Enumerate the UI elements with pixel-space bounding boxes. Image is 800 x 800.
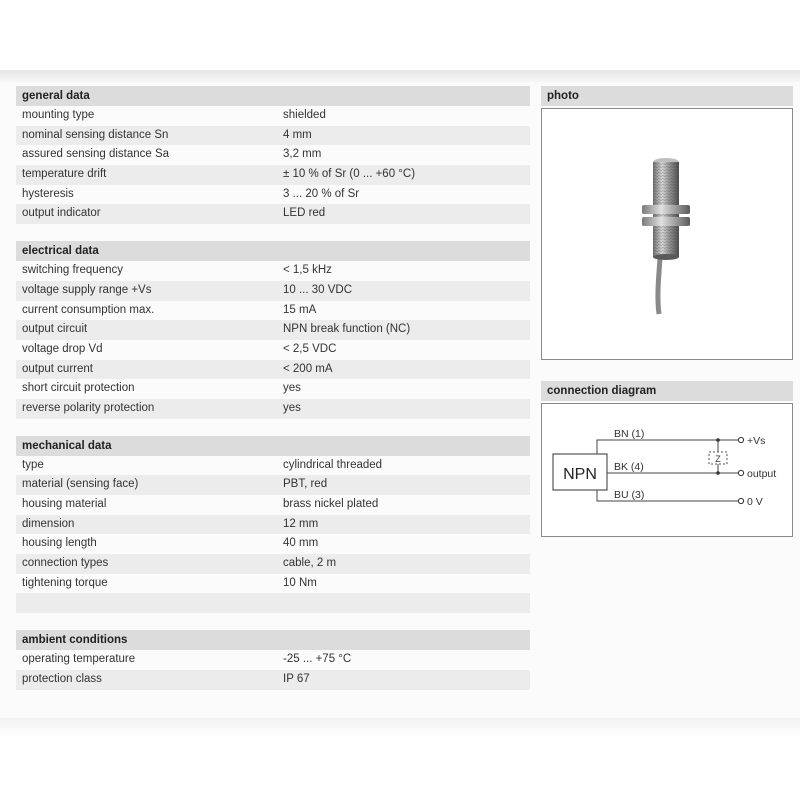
spec-value: 3 ... 20 % of Sr — [283, 187, 360, 200]
spec-value: yes — [283, 401, 301, 414]
spec-row — [16, 340, 530, 360]
spec-value: 10 ... 30 VDC — [283, 283, 353, 296]
spec-row — [16, 261, 530, 281]
section-mechanical-data — [16, 436, 530, 614]
spec-row — [16, 204, 530, 224]
spec-key: tightening torque — [22, 576, 108, 589]
spec-value: cylindrical threaded — [283, 458, 383, 471]
spec-key: output circuit — [22, 323, 88, 336]
spec-value: shielded — [283, 109, 326, 121]
spec-key: assured sensing distance Sa — [22, 148, 170, 161]
section-title: mechanical data — [16, 436, 530, 456]
spec-key: voltage supply range +Vs — [22, 283, 152, 296]
spec-row — [16, 475, 530, 495]
spec-value: brass nickel plated — [283, 498, 379, 510]
spec-value: PBT, red — [283, 478, 328, 491]
photo-title: photo — [541, 86, 793, 106]
spec-row — [16, 320, 530, 340]
terminal-vs-label: +Vs — [747, 435, 766, 447]
spec-key: connection types — [22, 557, 109, 570]
section-title: ambient conditions — [16, 630, 530, 650]
spec-row — [16, 301, 530, 321]
spec-row — [16, 456, 530, 476]
spec-key: voltage drop Vd — [22, 342, 103, 355]
spec-key: temperature drift — [22, 168, 107, 181]
spec-value: NPN break function (NC) — [283, 323, 411, 336]
spec-key: short circuit protection — [22, 382, 135, 395]
wiring-diagram — [542, 404, 794, 536]
wire-bu-label: BU (3) — [614, 489, 645, 501]
spec-row — [16, 670, 530, 690]
spec-value: cable, 2 m — [283, 557, 337, 570]
spec-value: 15 mA — [283, 303, 317, 316]
photo-frame — [541, 108, 793, 360]
spec-key: output indicator — [22, 207, 101, 220]
spec-row — [16, 534, 530, 554]
spec-key: housing material — [22, 498, 107, 510]
spec-value: yes — [283, 382, 301, 395]
section-electrical-data — [16, 241, 530, 419]
spec-value: LED red — [283, 207, 326, 220]
sensor-photo-icon — [542, 109, 794, 359]
spec-row — [16, 106, 530, 126]
spec-value: 4 mm — [283, 128, 312, 141]
spec-row — [16, 650, 530, 670]
top-margin — [0, 0, 800, 74]
spec-key: mounting type — [22, 109, 95, 121]
nut-top-shape — [642, 205, 690, 214]
connection-diagram-panel — [541, 381, 793, 537]
spec-value: 12 mm — [283, 517, 319, 530]
spec-key: nominal sensing distance Sn — [22, 128, 169, 141]
spec-key: hysteresis — [22, 187, 74, 200]
spec-row — [16, 360, 530, 380]
photo-panel — [541, 86, 793, 360]
terminal-0v-shape — [738, 498, 743, 503]
npn-label: NPN — [563, 466, 597, 483]
spec-value: < 200 mA — [283, 362, 333, 375]
terminal-output-shape — [738, 470, 743, 475]
spec-value: IP 67 — [283, 672, 310, 685]
terminal-vs-shape — [738, 437, 743, 442]
spec-key: housing length — [22, 537, 97, 550]
spec-key: switching frequency — [22, 264, 123, 277]
spec-key: current consumption max. — [22, 303, 155, 316]
spec-key: type — [22, 458, 44, 471]
terminal-0v-label: 0 V — [747, 496, 763, 508]
spec-key: material (sensing face) — [22, 478, 139, 491]
spec-row — [16, 515, 530, 535]
top-shadow — [0, 70, 800, 82]
spec-value: 40 mm — [283, 537, 319, 550]
spec-key: reverse polarity protection — [22, 401, 155, 414]
spec-row — [16, 554, 530, 574]
section-general-data — [16, 86, 530, 224]
spec-row — [16, 126, 530, 146]
wire-bn-label: BN (1) — [614, 428, 645, 440]
spec-key: dimension — [22, 517, 75, 530]
spec-row — [16, 185, 530, 205]
spec-row-empty — [16, 593, 530, 613]
spec-value: < 2,5 VDC — [283, 342, 337, 355]
spec-value: < 1,5 kHz — [283, 264, 332, 277]
wire-bk-label: BK (4) — [614, 461, 644, 473]
terminal-output-label: output — [747, 468, 777, 480]
spec-tables — [16, 86, 530, 707]
spec-row — [16, 574, 530, 594]
spec-key: operating temperature — [22, 653, 136, 666]
spec-value: 3,2 mm — [283, 148, 322, 161]
nut-bottom-shape — [642, 217, 690, 226]
spec-row — [16, 379, 530, 399]
load-label: Z — [715, 454, 721, 464]
spec-row — [16, 165, 530, 185]
cable-shape — [658, 259, 660, 314]
spec-value: 10 Nm — [283, 576, 317, 589]
bottom-margin — [0, 718, 800, 800]
spec-row — [16, 145, 530, 165]
diagram-frame — [541, 403, 793, 537]
spec-row — [16, 399, 530, 419]
spec-value: ± 10 % of Sr (0 ... +60 °C) — [283, 168, 416, 181]
spec-row — [16, 281, 530, 301]
wire-bn-shape — [597, 440, 738, 454]
spec-key: protection class — [22, 672, 102, 685]
section-title: electrical data — [16, 241, 530, 261]
spec-row — [16, 495, 530, 515]
section-ambient-conditions — [16, 630, 530, 689]
section-title: general data — [16, 86, 530, 106]
spec-key: output current — [22, 362, 93, 375]
spec-value: -25 ... +75 °C — [283, 653, 352, 666]
diagram-title: connection diagram — [541, 381, 793, 401]
